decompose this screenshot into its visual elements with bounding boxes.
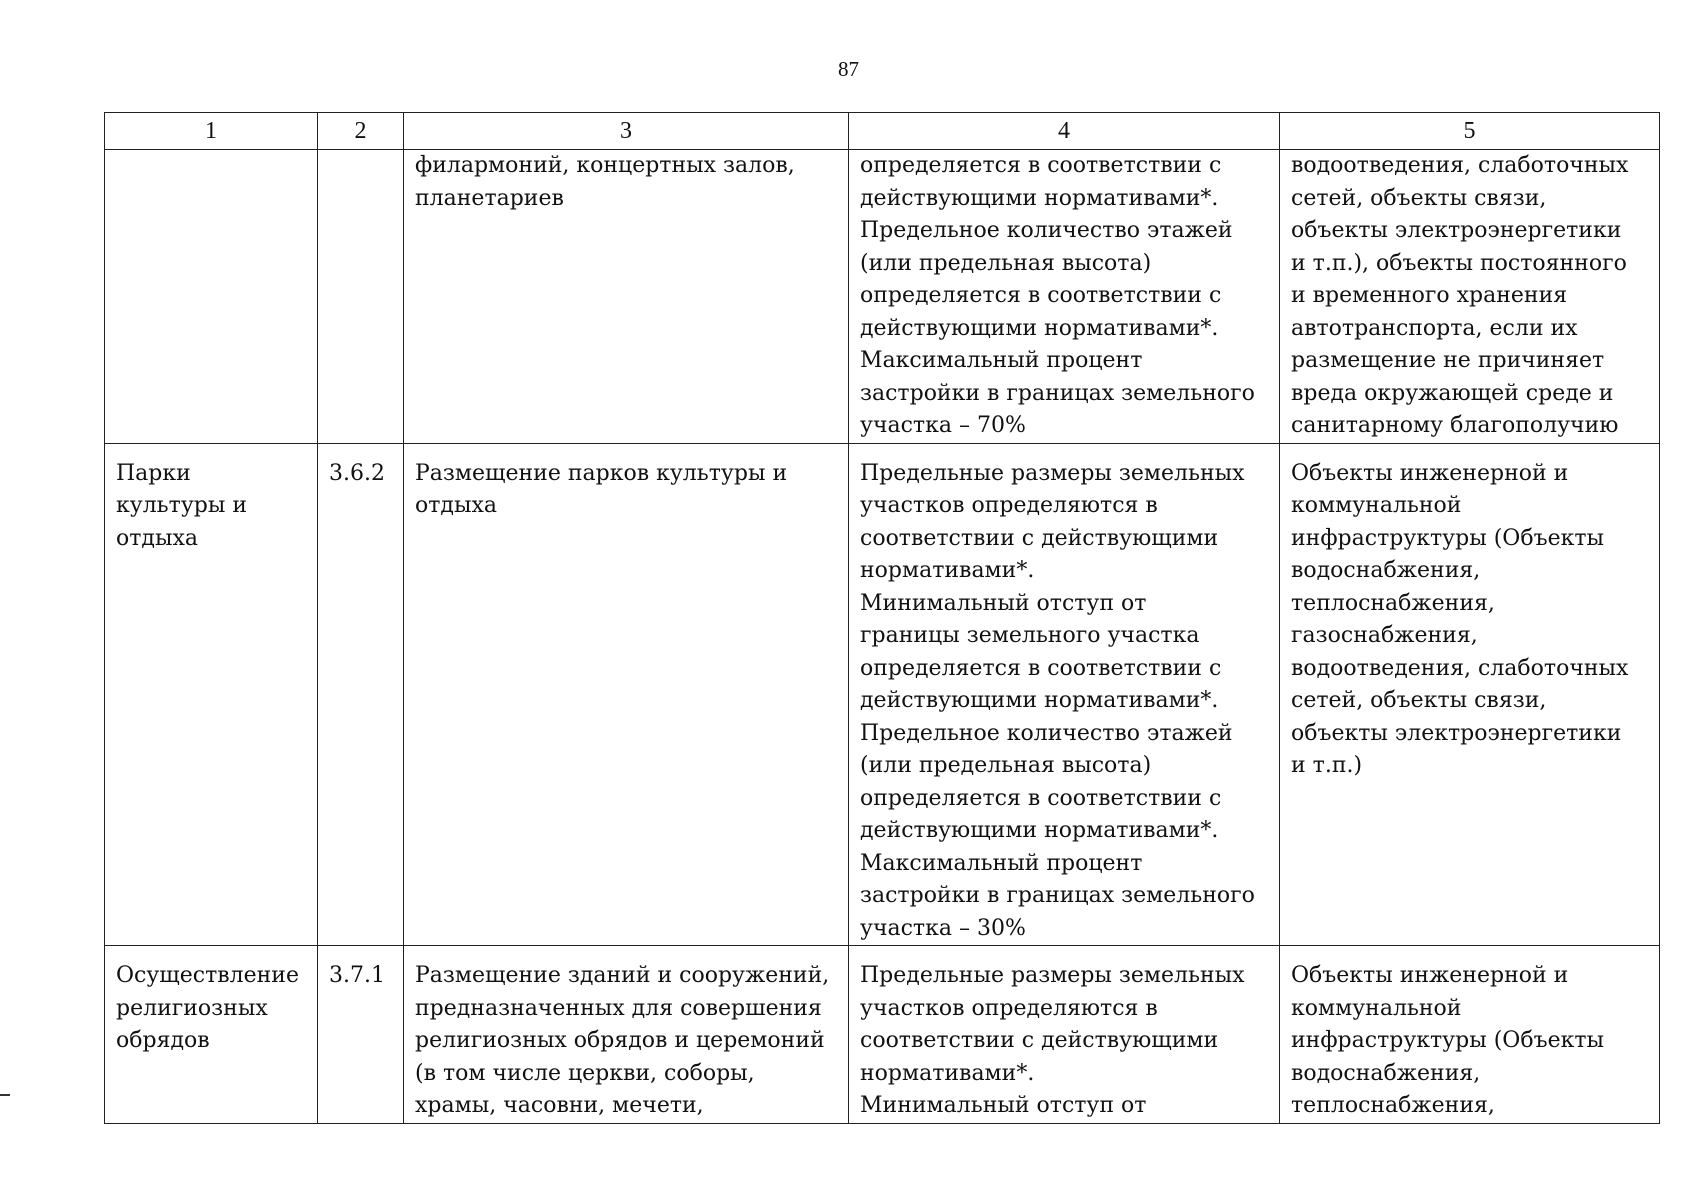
parameters-cell — [849, 443, 1280, 946]
column-header-4: 4 — [849, 113, 1280, 150]
use-description-cell — [404, 150, 849, 444]
auxiliary-uses-text: водоотведения, слаботочных сетей, объекты связи, объекты электроэнергетики и т.п.), объекты постоянного и временного хранения автотранспорта, если их размещение не причиняет вреда окружающей среде и санитарному благополучию — [1291, 153, 1629, 438]
margin-scan-mark — [0, 1094, 10, 1096]
use-name-cell — [105, 443, 318, 946]
column-header-3: 3 — [404, 113, 849, 150]
zoning-regulations-table — [104, 112, 1660, 1124]
use-name-cell — [105, 946, 318, 1124]
use-code-cell — [318, 150, 404, 444]
parameters-text: Предельные размеры земельных участков определяются в соответствии с действующими нормативами*. Минимальный отступ от — [860, 963, 1245, 1118]
page-number: 87 — [838, 57, 859, 81]
use-description: филармоний, концертных залов, планетариев — [415, 153, 795, 211]
use-code-cell — [318, 443, 404, 946]
parameters-cell — [849, 150, 1280, 444]
table-header-row — [105, 113, 1660, 150]
parameters-text: определяется в соответствии с действующими нормативами*. Предельное количество этажей (или предельная высота) определяется в соответствии с действующими нормативами*. Максимальный процент застройки в границах земельного участка – 70% — [860, 153, 1255, 438]
table-row — [105, 150, 1660, 444]
use-code: 3.6.2 — [329, 460, 385, 486]
use-name-cell — [105, 150, 318, 444]
auxiliary-uses-cell — [1280, 946, 1660, 1124]
use-name: Парки культуры и отдыха — [116, 460, 248, 551]
use-description-cell — [404, 443, 849, 946]
use-code: 3.7.1 — [329, 963, 385, 988]
use-description: Размещение зданий и сооружений, предназначенных для совершения религиозных обрядов и церемоний (в том числе церкви, соборы, храмы, часовни, мечети, — [415, 963, 830, 1118]
column-header-2: 2 — [318, 113, 404, 150]
table-row — [105, 946, 1660, 1124]
parameters-text: Предельные размеры земельных участков определяются в соответствии с действующими нормативами*. Минимальный отступ от границы земельного участка определяется в соответствии с действующими нормативами*. Предельное количество этажей (или предельная высота) определяется в соответствии с действующими нормативами*. Максимальный процент застройки в границах земельного участка – 30% — [860, 460, 1255, 941]
auxiliary-uses-text: Объекты инженерной и коммунальной инфраструктуры (Объекты водоснабжения, теплоснабжения, — [1291, 963, 1605, 1118]
parameters-cell — [849, 946, 1280, 1124]
column-header-5: 5 — [1280, 113, 1660, 150]
use-description: Размещение парков культуры и отдыха — [415, 460, 788, 518]
use-description-cell — [404, 946, 849, 1124]
table-row — [105, 443, 1660, 946]
auxiliary-uses-text: Объекты инженерной и коммунальной инфраструктуры (Объекты водоснабжения, теплоснабжения, газоснабжения, водоотведения, слаботочных сетей, объекты связи, объекты электроэнергетики и т.п.) — [1291, 460, 1629, 778]
auxiliary-uses-cell — [1280, 150, 1660, 444]
auxiliary-uses-cell — [1280, 443, 1660, 946]
column-header-1: 1 — [105, 113, 318, 150]
use-code-cell — [318, 946, 404, 1124]
use-name: Осуществление религиозных обрядов — [116, 963, 299, 1053]
